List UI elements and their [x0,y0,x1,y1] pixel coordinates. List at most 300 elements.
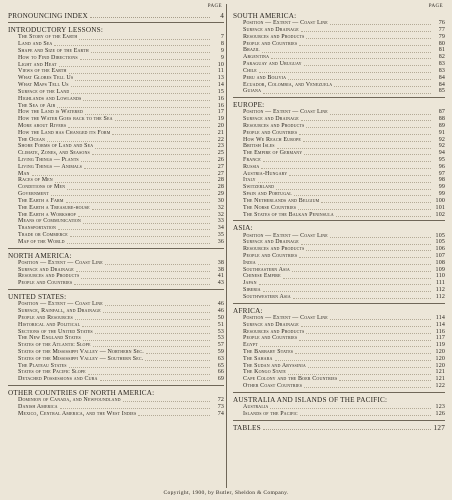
section-heading[interactable] [233,307,445,315]
leader-dots [103,308,210,313]
page-number: 102 [435,211,445,218]
toc-entry[interactable] [233,164,445,171]
toc-section [233,396,445,418]
section-rule [8,248,224,249]
leader-dots [258,177,431,182]
section-heading[interactable] [8,12,224,20]
entry-title: People and Countries [243,252,298,259]
entry-title: Islands of the Pacific [243,410,298,417]
page-number: 21 [217,129,224,136]
toc-entry[interactable] [233,177,445,184]
page-number: 126 [435,410,445,417]
toc-entry[interactable] [233,75,445,82]
toc-entry[interactable] [233,267,445,274]
toc-entry[interactable] [233,143,445,150]
toc-entry[interactable] [233,82,445,89]
toc-entry[interactable] [8,137,224,144]
page-number: 101 [435,204,445,211]
toc-entry[interactable] [8,349,224,356]
page-number: 73 [217,404,224,411]
page-number: 98 [438,177,445,184]
section-heading[interactable] [8,293,224,301]
leader-dots [330,233,431,238]
leader-dots [263,88,431,93]
leader-dots [55,177,210,182]
toc-entry[interactable] [8,218,224,225]
toc-entry[interactable] [8,164,224,171]
entry-title: Shore Forms of Land and Sea [18,143,94,150]
leader-dots [71,89,210,94]
leader-dots [100,376,210,381]
entry-title: How to Find Directions [18,54,78,61]
section-heading[interactable] [233,424,445,432]
leader-dots [259,280,431,285]
entry-title: What Maps Tell Us [18,82,69,89]
page-number: 122 [435,383,445,389]
page-number: 76 [438,20,445,27]
toc-entry[interactable] [8,130,224,137]
toc-entry[interactable] [233,61,445,68]
toc-entry[interactable] [8,335,224,342]
page-number: 114 [435,321,445,328]
page-column-label: PAGE [428,4,443,9]
entry-title: States of the Mississippi Valley — Northern Sec. [18,348,144,355]
page-number: 108 [435,259,445,266]
toc-entry[interactable] [233,280,445,287]
entry-title: The Ocean [18,136,46,143]
entry-title: Government [18,191,49,198]
toc-section [8,252,224,287]
page-number: 43 [217,280,224,287]
entry-title: Italy [243,177,256,184]
leader-dots [263,424,431,430]
page-number: 16 [217,95,224,102]
entry-title: Light and Heat [18,61,57,68]
page-number: 46 [217,308,224,315]
leader-dots [330,109,431,114]
leader-dots [299,335,431,340]
page-number: 25 [217,150,224,157]
page-number: 109 [435,266,445,273]
toc-section [8,389,224,418]
toc-entry[interactable] [233,68,445,75]
page-number: 83 [438,61,445,68]
page-number: 84 [438,74,445,81]
page-number: 41 [217,273,224,280]
section-heading[interactable] [233,12,445,20]
page-number: 77 [438,27,445,34]
toc-entry[interactable] [233,342,445,349]
leader-dots [69,68,210,73]
page-number: 28 [217,184,224,191]
entry-title: Transportation [18,225,57,232]
toc-section [233,12,445,95]
toc-entry[interactable] [233,253,445,260]
toc-entry[interactable] [8,342,224,349]
toc-entry[interactable] [8,123,224,130]
toc-entry[interactable] [233,34,445,41]
toc-entry[interactable] [233,150,445,157]
toc-entry[interactable] [233,363,445,370]
toc-entry[interactable] [233,116,445,123]
toc-entry[interactable] [8,48,224,55]
entry-title: Position — Extent — Coast Line [243,109,328,116]
toc-entry[interactable] [233,239,445,246]
toc-entry[interactable] [8,96,224,103]
toc-entry[interactable] [233,47,445,54]
leader-dots [304,150,431,155]
entry-title: The States of the Balkan Peninsula [243,211,334,218]
page-number: 51 [217,321,224,328]
entry-title: Brazil [243,47,260,54]
section-heading[interactable] [233,396,445,404]
section-rule [233,303,445,304]
toc-entry[interactable] [233,369,445,376]
toc-entry[interactable] [8,404,224,411]
entry-title: Austria-Hungary [243,170,288,177]
toc-entry[interactable] [8,55,224,62]
leader-dots [78,212,210,217]
toc-entry[interactable] [8,376,224,383]
toc-entry[interactable] [233,260,445,267]
entry-title: The Kongo State [243,369,286,376]
toc-entry[interactable] [8,205,224,212]
page-number: 8 [220,41,224,48]
entry-title: Position — Extent — Coast Line [243,232,328,239]
page-number: 27 [217,163,224,170]
toc-entry[interactable] [8,273,224,280]
toc-entry[interactable] [233,315,445,322]
page-number: 105 [435,232,445,239]
toc-entry[interactable] [233,41,445,48]
entry-title: Position — Extent — Coast Line [18,301,103,308]
section-rule [233,392,445,393]
leader-dots [84,164,210,169]
page-number: 120 [435,355,445,362]
toc-entry[interactable] [233,404,445,411]
entry-title: Views of the Earth [18,68,67,75]
entry-title: What Globes Tell Us [18,75,74,82]
toc-entry[interactable] [8,82,224,89]
left-column [8,4,224,418]
leader-dots [321,198,431,203]
leader-dots [283,273,431,278]
toc-entry[interactable] [8,322,224,329]
page-number: 22 [217,136,224,143]
toc-entry[interactable] [233,157,445,164]
leader-dots [70,232,210,237]
page-number: 14 [217,82,224,89]
entry-title: Russia [243,163,260,170]
entry-title: Man [18,170,30,177]
entry-title: How the Water Goes back to the Sea [18,116,113,123]
toc-entry[interactable] [233,383,445,390]
toc-entry[interactable] [8,411,224,418]
entry-title: How We Reach Europe [243,136,302,143]
section-rule [8,289,224,290]
toc-entry[interactable] [233,123,445,130]
toc-entry[interactable] [8,116,224,123]
entry-title: Resources and Products [243,246,305,253]
toc-entry[interactable] [8,239,224,246]
toc-entry[interactable] [8,363,224,370]
leader-dots [105,301,210,306]
right-column [233,4,445,432]
leader-dots [293,294,431,299]
section-title: SOUTH AMERICA: [233,12,297,20]
page-number: 100 [435,197,445,204]
leader-dots [277,143,431,148]
toc-entry[interactable] [233,171,445,178]
entry-title: Dominion of Canada, and Newfoundland [18,397,121,404]
page-number: 87 [438,109,445,116]
toc-entry[interactable] [233,205,445,212]
entry-title: Mexico, Central America, and the West Indies [18,410,137,417]
leader-dots [289,171,431,176]
toc-entry[interactable] [8,212,224,219]
page-number: 99 [438,191,445,198]
page-number: 30 [217,197,224,204]
toc-entry[interactable] [8,68,224,75]
entry-title: Resources and Products [243,33,305,40]
page-number: 112 [435,287,445,294]
leader-dots [306,246,431,251]
page-number: 4 [220,12,224,20]
entry-title: Peru and Bolivia [243,74,287,81]
page-number: 74 [217,410,224,417]
leader-dots [261,164,431,169]
page-number: 10 [217,61,224,68]
entry-title: Chile [243,67,257,74]
entry-title: Races of Men [18,177,53,184]
toc-entry[interactable] [233,233,445,240]
toc-entry[interactable] [233,27,445,34]
page-number: 127 [433,423,445,432]
entry-title: States of the Atlantic Slope [18,342,91,349]
toc-entry[interactable] [8,150,224,157]
section-rule [233,420,445,421]
section-rule [8,22,224,23]
leader-dots [301,116,431,121]
page-number: 53 [217,335,224,342]
entry-title: India [243,259,256,266]
toc-entry[interactable] [8,184,224,191]
entry-title: Land and Sea [18,41,53,48]
page-number: 11 [217,68,224,75]
leader-dots [115,116,210,121]
leader-dots [292,267,431,272]
section-heading[interactable] [8,252,224,260]
column-divider [226,4,227,488]
toc-entry[interactable] [233,198,445,205]
leader-dots [105,260,210,265]
toc-entry[interactable] [8,356,224,363]
leader-dots [60,404,210,409]
toc-entry[interactable] [8,308,224,315]
leader-dots [75,75,210,80]
toc-entry[interactable] [8,315,224,322]
toc-entry[interactable] [8,369,224,376]
page-number: 26 [217,157,224,164]
toc-entry[interactable] [8,260,224,267]
entry-title: Position — Extent — Coast Line [18,259,103,266]
toc-entry[interactable] [8,198,224,205]
toc-entry[interactable] [8,109,224,116]
leader-dots [58,225,210,230]
leader-dots [69,363,210,368]
toc-entry[interactable] [233,20,445,27]
leader-dots [85,109,210,114]
leader-dots [306,329,431,334]
page-number: 89 [438,122,445,129]
leader-dots [93,342,210,347]
toc-section [233,424,445,432]
page-number: 32 [217,211,224,218]
section-heading[interactable] [233,101,445,109]
toc-entry[interactable] [8,177,224,184]
page-number: 106 [435,246,445,253]
leader-dots [299,253,431,258]
entry-title: Surface of the Land [18,88,70,95]
toc-entry[interactable] [8,171,224,178]
page-number: 38 [217,266,224,273]
entry-title: Shape and Size of the Earth [18,48,89,55]
toc-entry[interactable] [233,322,445,329]
page-number: 121 [435,376,445,383]
toc-entry[interactable] [8,34,224,41]
page-number: 63 [217,355,224,362]
entry-title: Surface and Drainage [18,266,74,273]
entry-title: Cape Colony and the Boer Countries [243,376,338,383]
toc-entry[interactable] [8,89,224,96]
page-number: 7 [220,34,224,41]
leader-dots [138,411,210,416]
toc-entry[interactable] [8,232,224,239]
toc-entry[interactable] [8,267,224,274]
page-number: 80 [438,40,445,47]
entry-title: Resources and Products [243,122,305,129]
toc-entry[interactable] [233,329,445,336]
page-number: 119 [435,342,445,349]
section-title: TABLES [233,423,261,432]
entry-title: Historical and Political [18,321,81,328]
toc-entry[interactable] [233,137,445,144]
toc-entry[interactable] [233,191,445,198]
toc-entry[interactable] [233,54,445,61]
entry-title: Conditions of Men [18,184,66,191]
entry-title: The Earth a Treasure-house [18,204,90,211]
page-number: 88 [438,116,445,123]
page-number: 65 [217,362,224,369]
toc-entry[interactable] [8,75,224,82]
leader-dots [308,363,431,368]
page-number: 59 [217,348,224,355]
toc-entry[interactable] [233,273,445,280]
leader-dots [146,349,210,354]
leader-dots [71,82,210,87]
page-number: 110 [435,273,445,280]
toc-entry[interactable] [233,349,445,356]
toc-entry[interactable] [233,294,445,301]
toc-entry[interactable] [8,191,224,198]
toc-entry[interactable] [8,62,224,69]
toc-entry[interactable] [233,411,445,418]
toc-entry[interactable] [233,130,445,137]
leader-dots [57,103,210,108]
entry-title: Climate, Zones, and Seasons [18,150,90,157]
entry-title: Surface, Rainfall, and Drainage [18,308,101,315]
toc-entry[interactable] [8,329,224,336]
entry-title: Position — Extent — Coast Line [243,20,328,27]
leader-dots [67,239,210,244]
leader-dots [303,137,431,142]
leader-dots [270,404,431,409]
toc-entry[interactable] [8,103,224,110]
page-number: 112 [435,293,445,300]
entry-title: More about Rivers [18,122,67,129]
leader-dots [75,315,210,320]
toc-entry[interactable] [233,287,445,294]
entry-title: Surface and Drainage [243,321,299,328]
section-rule [233,220,445,221]
toc-entry[interactable] [8,143,224,150]
entry-title: The Norse Countries [243,204,297,211]
toc-entry[interactable] [233,212,445,219]
toc-section [233,101,445,218]
leader-dots [339,376,431,381]
entry-title: People and Resources [18,314,73,321]
page-number: 120 [435,348,445,355]
page-number: 28 [217,177,224,184]
page-number: 111 [435,280,445,287]
entry-title: Surface and Drainage [243,27,299,34]
section-heading[interactable] [8,389,224,397]
section-heading[interactable] [233,224,445,232]
toc-entry[interactable] [233,376,445,383]
toc-entry[interactable] [233,356,445,363]
page-number: 79 [438,33,445,40]
page-number: 69 [217,376,224,383]
entry-title: Living Things — Plants [18,157,79,164]
section-heading[interactable] [8,26,224,34]
toc-entry[interactable] [233,335,445,342]
page-number: 34 [217,225,224,232]
entry-title: Resources and Products [243,328,305,335]
toc-entry[interactable] [8,301,224,308]
page-number: 117 [435,335,445,342]
page-number: 50 [217,314,224,321]
entry-title: Detached Possessions and Cuba [18,376,98,383]
toc-entry[interactable] [233,88,445,95]
toc-entry[interactable] [8,157,224,164]
entry-title: The Sahara [243,355,273,362]
entry-title: Other Coast Countries [243,383,303,389]
page-number: 19 [217,116,224,123]
page-number: 97 [438,170,445,177]
toc-entry[interactable] [8,397,224,404]
toc-section [8,293,224,383]
page-number: 99 [438,184,445,191]
toc-entry[interactable] [233,109,445,116]
entry-title: Siberia [243,287,261,294]
toc-entry[interactable] [8,41,224,48]
toc-entry[interactable] [8,225,224,232]
toc-entry[interactable] [8,280,224,287]
toc-entry[interactable] [233,184,445,191]
toc-entry[interactable] [233,246,445,253]
entry-title: The Empire of Germany [243,150,303,157]
page-number: 29 [217,191,224,198]
